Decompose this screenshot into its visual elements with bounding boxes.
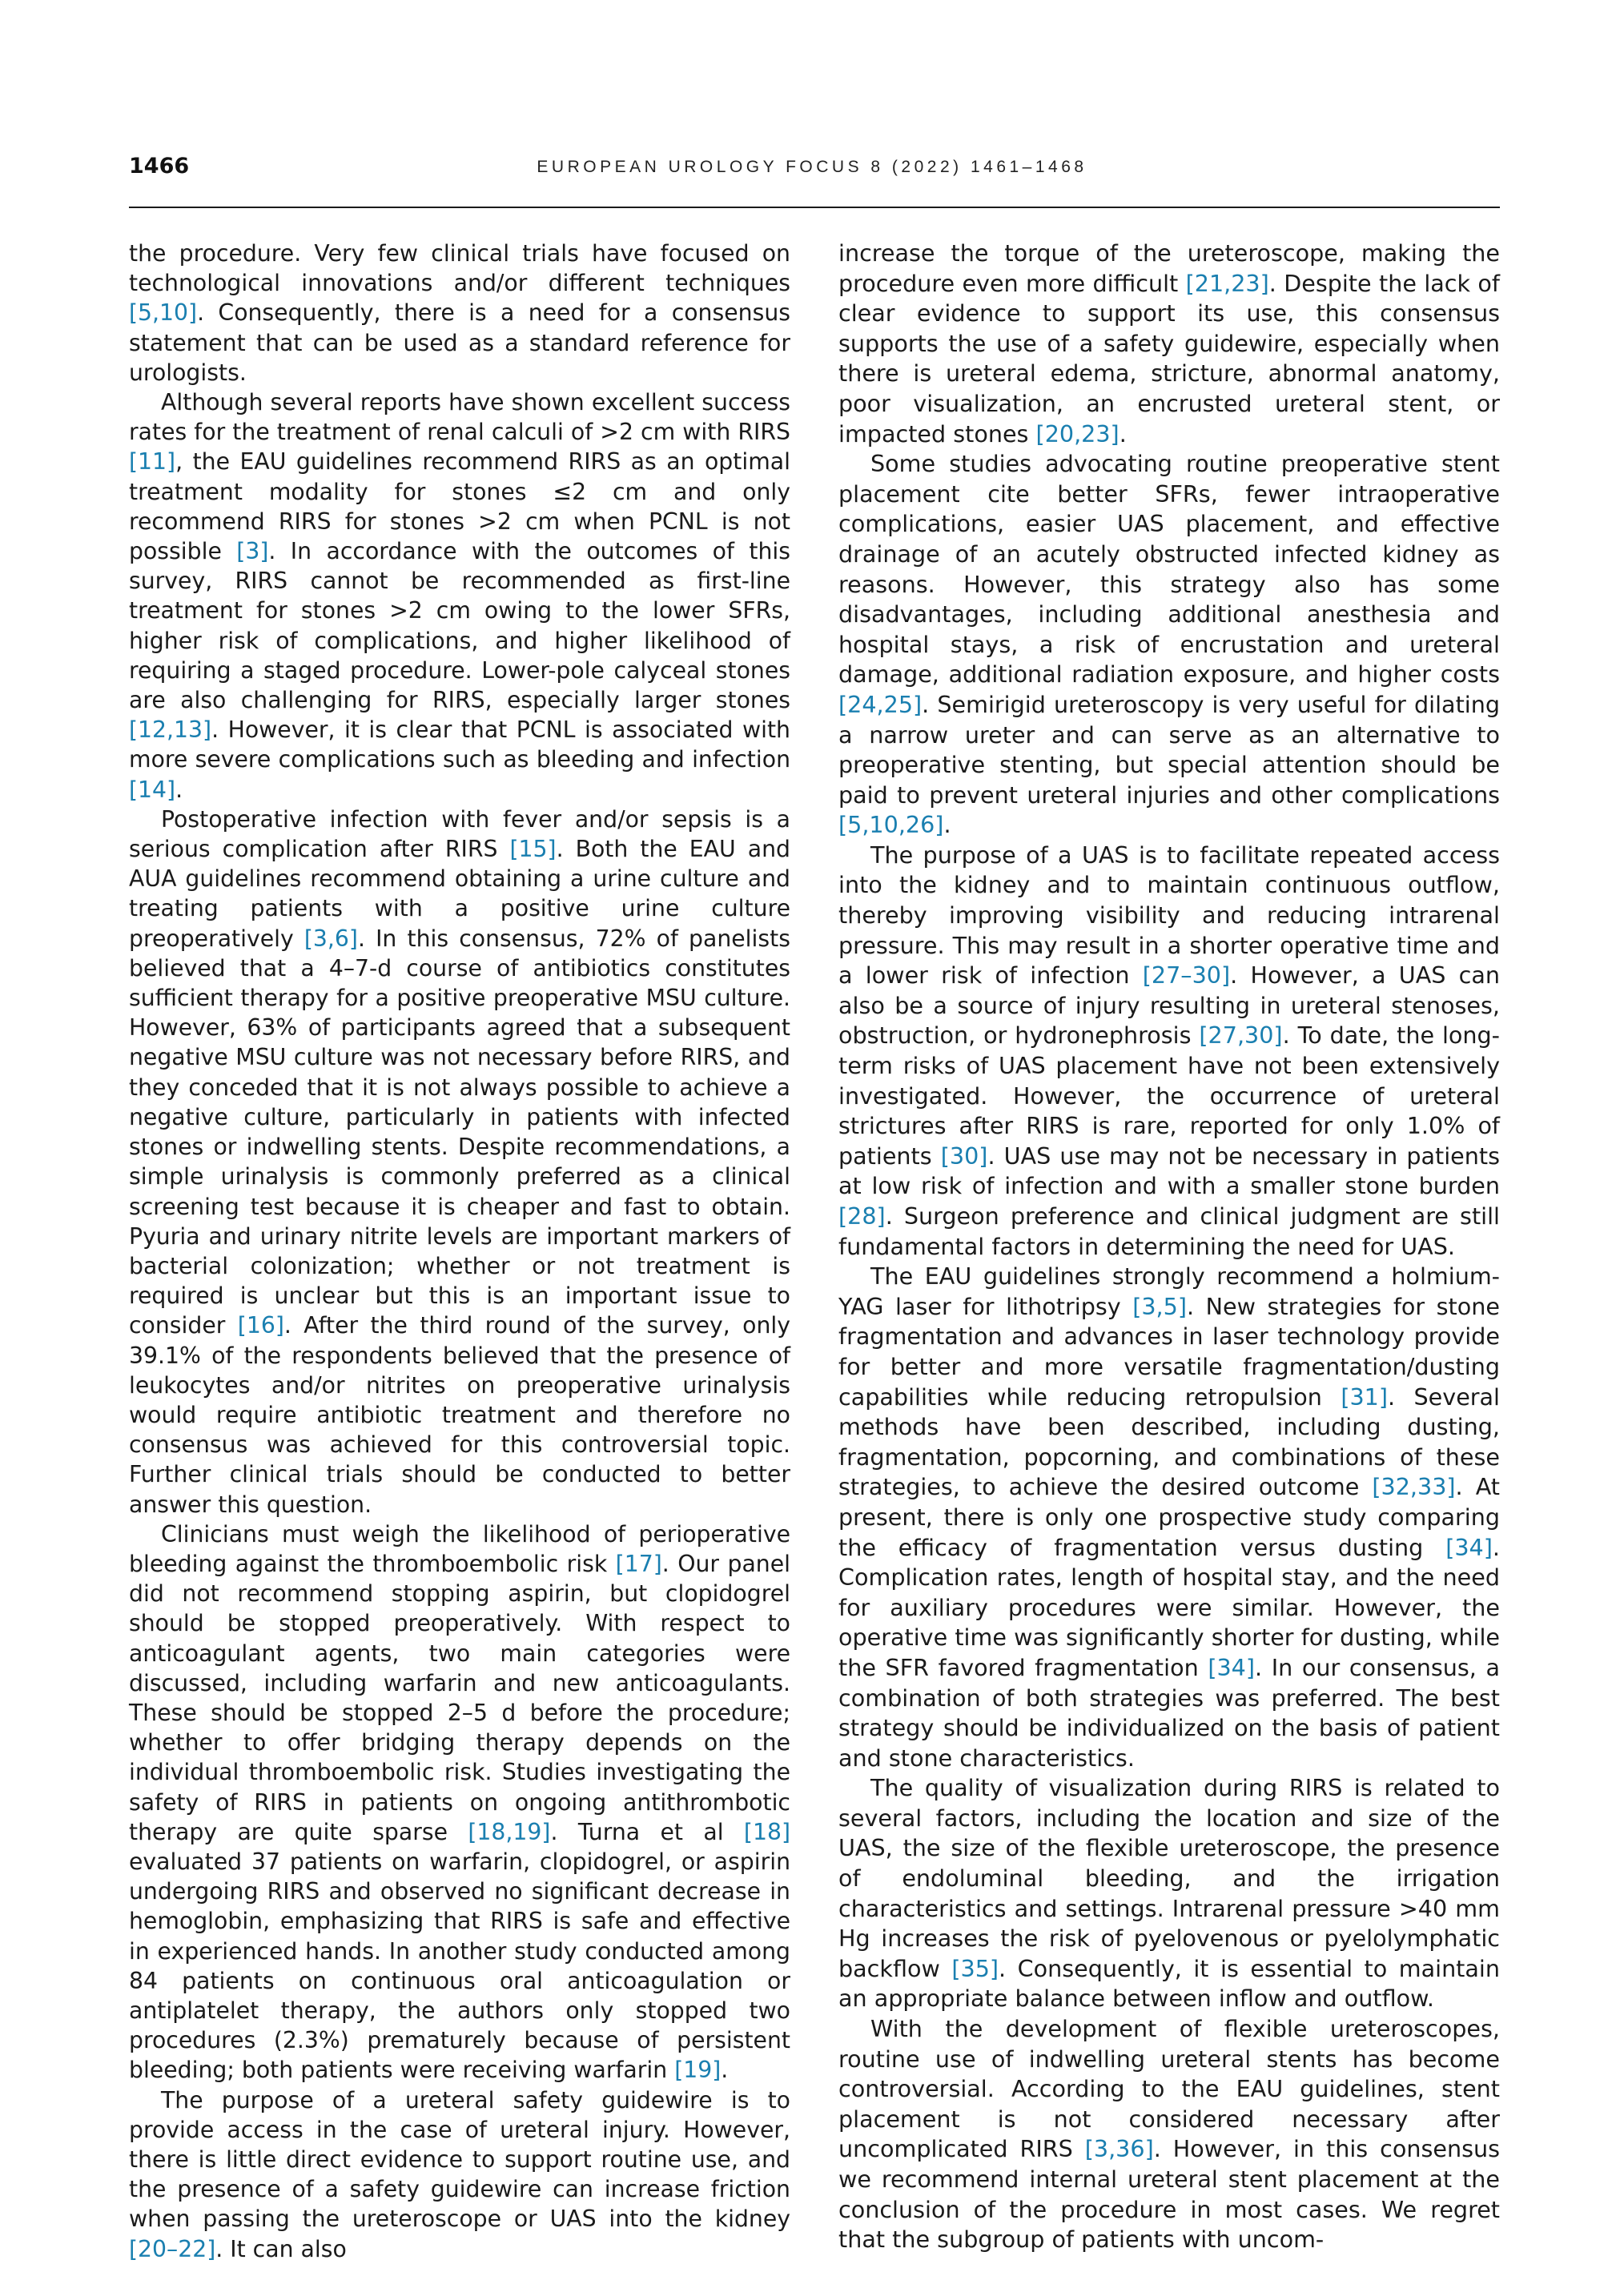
citation-link[interactable]: [34] [1445, 1533, 1493, 1561]
text-run: . [1119, 419, 1127, 448]
paragraph [129, 387, 790, 805]
citation-link[interactable]: [31] [1341, 1383, 1389, 1411]
citation-link[interactable]: [28] [838, 1202, 886, 1230]
text-run: . Both the EAU and AUA guidelines recommend obtaining a urine culture and treating patients with a positive urine culture preoperatively [129, 836, 790, 952]
citation-link[interactable]: [5,10] [129, 299, 198, 327]
right-column [838, 239, 1500, 2255]
citation-link[interactable]: [32,33] [1372, 1473, 1456, 1501]
text-run: With the development of flexible ureteroscopes, routine use of indwelling ureteral stents has become controversial. According to the EAU guidelines, stent placement is not considered necessary after uncomplicated RIRS [838, 2015, 1500, 2163]
text-run: the procedure. Very few clinical trials have focused on technological innovations and/or different techniques [129, 240, 790, 297]
text-run: . Semirigid ureteroscopy is very useful for dilating a narrow ureter and can serve as an alternative to preoperative stenting, but special attention should be paid to prevent ureteral injuries and other complications [838, 690, 1500, 809]
citation-link[interactable]: [17] [615, 1550, 662, 1577]
paragraph [838, 1773, 1500, 2014]
citation-link[interactable]: [18,19] [468, 1818, 551, 1845]
citation-link[interactable]: [27–30] [1142, 961, 1231, 989]
text-run: Although several reports have shown excellent success rates for the treatment of renal calculi of >2 cm with RIRS [129, 389, 790, 446]
paragraph [838, 1262, 1500, 1773]
paragraph [129, 1519, 790, 2085]
citation-link[interactable]: [30] [940, 1142, 988, 1170]
text-run: . At present, there is only one prospective study comparing the efficacy of fragmentation versus dusting [838, 1473, 1500, 1561]
text-run: . [721, 2057, 729, 2084]
citation-link[interactable]: [18] [743, 1818, 790, 1845]
header-rule [129, 207, 1500, 208]
left-column [129, 239, 790, 2264]
citation-link[interactable]: [16] [237, 1312, 284, 1339]
text-run: . After the third round of the survey, only 39.1% of the respondents believed that the presence of leukocytes and/or nitrites on preoperative urinalysis would require antibiotic treatment and therefore no consensus was achieved for this controversial topic. Further clinical trials should be conducted to better answer this question. [129, 1312, 790, 1518]
paragraph [838, 239, 1500, 449]
text-run: The purpose of a ureteral safety guidewire is to provide access in the case of ureteral injury. However, there is little direct evidence to support routine use, and the presence of a safety guidewire can increase friction when passing the ureteroscope or UAS into the kidney [129, 2086, 790, 2233]
citation-link[interactable]: [15] [509, 836, 557, 863]
text-run: . Surgeon preference and clinical judgment are still fundamental factors in determining the need for UAS. [838, 1202, 1500, 1260]
paragraph [129, 805, 790, 1519]
paragraph [838, 449, 1500, 841]
citation-link[interactable]: [27,30] [1199, 1022, 1283, 1050]
text-run: . However, it is clear that PCNL is associated with more severe complications such as bleeding and infection [129, 716, 790, 773]
text-run: The EAU guidelines strongly recommend a holmium-YAG laser for lithotripsy [838, 1262, 1500, 1320]
citation-link[interactable]: [12,13] [129, 716, 212, 744]
text-run: . Despite the lack of clear evidence to support its use, this consensus supports the use of a safety guidewire, especially when there is ureteral edema, stricture, abnormal anatomy, poor visualization, an encrusted ureteral stent, or impacted stones [838, 269, 1500, 448]
text-run: . To date, the long-term risks of UAS placement have not been extensively investigated. However, the occurrence of ureteral strictures after RIRS is rare, reported for only 1.0% of patients [838, 1022, 1500, 1170]
text-run: . In this consensus, 72% of panelists believed that a 4–7-d course of antibiotics constitutes sufficient therapy for a positive preoperative MSU culture. However, 63% of participants agreed that a subsequent negative MSU culture was not necessary before RIRS, and they conceded that it is not always possible to achieve a negative culture, particularly in patients with infected stones or indwelling stents. Despite recommendations, a simple urinalysis is commonly preferred as a clinical screening test because it is cheaper and fast to obtain. Pyuria and urinary nitrite levels are important markers of bacterial colonization; whether or not treatment is required is unclear but this is an important issue to consider [129, 925, 790, 1339]
text-run: . However, a UAS can also be a source of injury resulting in ureteral stenoses, obstruction, or hydronephrosis [838, 961, 1501, 1050]
paragraph [838, 2014, 1500, 2255]
citation-link[interactable]: [34] [1208, 1653, 1256, 1681]
text-run: . [175, 776, 183, 803]
text-run: . [943, 811, 951, 839]
citation-link[interactable]: [24,25] [838, 690, 923, 718]
paragraph [129, 239, 790, 387]
citation-link[interactable]: [3,36] [1084, 2135, 1154, 2163]
text-run: . Consequently, there is a need for a consensus statement that can be used as a standard reference for urologists. [129, 299, 790, 386]
paragraph [838, 841, 1500, 1262]
citation-link[interactable]: [35] [951, 1954, 999, 1982]
citation-link[interactable]: [20–22] [129, 2235, 216, 2262]
citation-link[interactable]: [20,23] [1035, 419, 1120, 448]
text-run: The quality of visualization during RIRS is related to several factors, including the location and size of the UAS, the size of the flexible ureteroscope, the presence of endoluminal bleeding, and the irrigation characteristics and settings. Intrarenal pressure >40 mm Hg increases the risk of pyelovenous or pyelolymphatic backflow [838, 1774, 1500, 1982]
text-run: Clinicians must weigh the likelihood of perioperative bleeding against the thromboembolic risk [129, 1520, 790, 1577]
citation-link[interactable]: [3,5] [1132, 1292, 1187, 1320]
text-run: . In accordance with the outcomes of this survey, RIRS cannot be recommended as first-line treatment for stones >2 cm owing to the lower SFRs, higher risk of complications, and higher likelihood of requiring a staged procedure. Lower-pole calyceal stones are also challenging for RIRS, especially larger stones [129, 538, 790, 714]
text-run: . Complication rates, length of hospital stay, and the need for auxiliary procedures were similar. However, the operative time was significantly shorter for dusting, while the SFR favored fragmentation [838, 1533, 1500, 1681]
text-run: Some studies advocating routine preoperative stent placement cite better SFRs, fewer intraoperative complications, easier UAS placement, and effective drainage of an acutely obstructed infected kidney as reasons. However, this strategy also has some disadvantages, including additional anesthesia and hospital stays, a risk of encrustation and ureteral damage, additional radiation exposure, and higher costs [838, 450, 1500, 688]
citation-link[interactable]: [19] [674, 2057, 722, 2084]
text-run: Postoperative infection with fever and/or sepsis is a serious complication after RIRS [129, 805, 790, 863]
text-run: . Turna et al [550, 1818, 744, 1845]
citation-link[interactable]: [21,23] [1185, 269, 1269, 297]
citation-link[interactable]: [5,10,26] [838, 811, 944, 839]
text-run: . However, in this consensus we recommend internal ureteral stent placement at the conclusion of the procedure in most cases. We regret that the subgroup of patients with uncom- [838, 2135, 1501, 2254]
page-number: 1466 [129, 154, 190, 179]
text-run: . Our panel did not recommend stopping aspirin, but clopidogrel should be stopped preoperatively. With respect to anticoagulant agents, two main categories were discussed, including warfarin and new anticoagulants. These should be stopped 2–5 d before the procedure; whether to offer bridging therapy depends on the individual thromboembolic risk. Studies investigating the safety of RIRS in patients on ongoing antithrombotic therapy are quite sparse [129, 1550, 790, 1845]
text-run: . Consequently, it is essential to maintain an appropriate balance between inflow and outflow. [838, 1954, 1500, 2013]
text-run: . UAS use may not be necessary in patients at low risk of infection and with a smaller stone burden [838, 1142, 1500, 1200]
citation-link[interactable]: [3] [236, 538, 269, 565]
citation-link[interactable]: [11] [129, 448, 176, 476]
running-header: EUROPEAN UROLOGY FOCUS 8 (2022) 1461–1468 [537, 158, 1087, 176]
citation-link[interactable]: [14] [129, 776, 176, 803]
text-run: . It can also [215, 2235, 347, 2262]
text-run: , the EAU guidelines recommend RIRS as an optimal treatment modality for stones ≤2 cm and only recommend RIRS for stones >2 cm when PCNL is not possible [129, 448, 790, 565]
text-run: . In our consensus, a combination of both strategies was preferred. The best strategy should be individualized on the basis of patient and stone characteristics. [838, 1653, 1500, 1772]
text-run: increase the torque of the ureteroscope, making the procedure even more difficult [838, 239, 1500, 297]
paragraph [129, 2085, 790, 2264]
citation-link[interactable]: [3,6] [303, 925, 358, 952]
text-run: The purpose of a UAS is to facilitate repeated access into the kidney and to maintain continuous outflow, thereby improving visibility and reducing intrarenal pressure. This may result in a shorter operative time and a lower risk of infection [838, 841, 1500, 989]
text-run: evaluated 37 patients on warfarin, clopidogrel, or aspirin undergoing RIRS and observed no significant decrease in hemoglobin, emphasizing that RIRS is safe and effective in experienced hands. In another study conducted among 84 patients on continuous oral anticoagulation or antiplatelet therapy, the authors only stopped two procedures (2.3%) prematurely because of persistent bleeding; both patients were receiving warfarin [129, 1848, 790, 2084]
text-run: . New strategies for stone fragmentation and advances in laser technology provide for better and more versatile fragmentation/dusting capabilities while reducing retropulsion [838, 1292, 1500, 1411]
text-run: . Several methods have been described, including dusting, fragmentation, popcorning, and combinations of these strategies, to achieve the desired outcome [838, 1383, 1501, 1501]
